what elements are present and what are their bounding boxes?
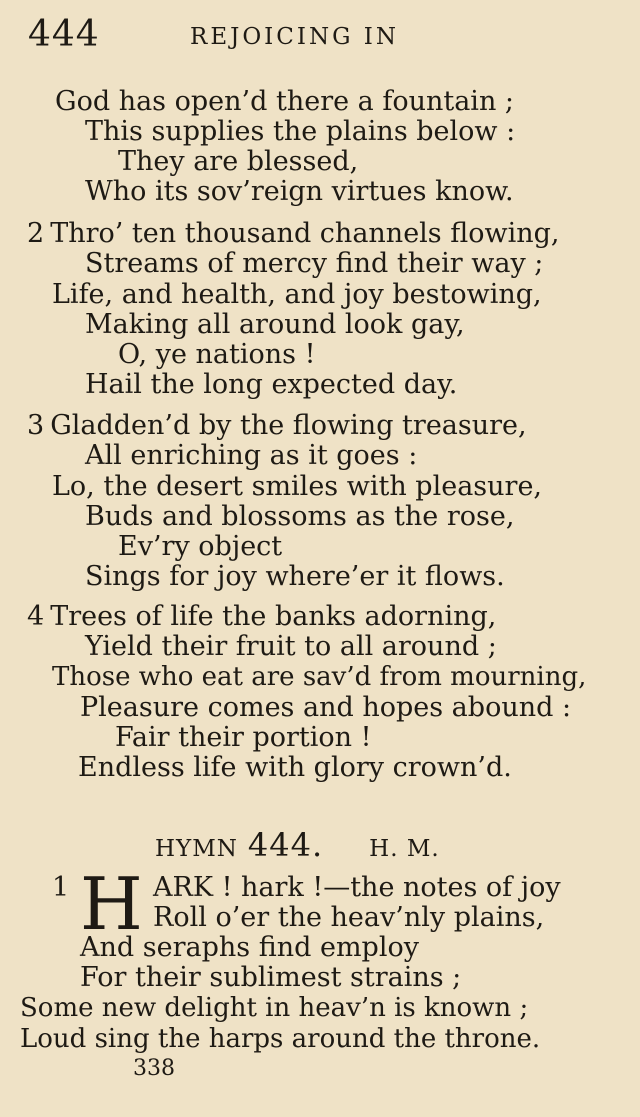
verse-number: 3 <box>27 410 45 441</box>
verse-line: Life, and health, and joy bestowing, <box>52 279 542 310</box>
verse-line: Buds and blossoms as the rose, <box>85 501 515 532</box>
verse-line: They are blessed, <box>118 146 359 177</box>
verse-line: God has open’d there a fountain ; <box>55 86 515 117</box>
verse-line: Fair their portion ! <box>115 722 372 753</box>
verse-number: 4 <box>27 601 45 632</box>
verse-line: Some new delight in heav’n is known ; <box>20 993 529 1023</box>
verse-number: 2 <box>27 218 45 249</box>
verse-line: Who its sov’reign virtues know. <box>85 176 514 207</box>
verse-line: Ev’ry object <box>118 531 283 562</box>
signature-mark: 338 <box>133 1056 175 1081</box>
verse-line: Those who eat are sav’d from mourning, <box>52 662 587 692</box>
verse-line: And seraphs find employ <box>80 932 419 963</box>
verse-line: ARK ! hark !—the notes of joy <box>153 872 561 903</box>
running-title: REJOICING IN <box>190 24 399 50</box>
hymn-number: 444. <box>247 826 324 864</box>
verse-line: Sings for joy where’er it flows. <box>85 561 505 592</box>
verse-line: Pleasure comes and hopes abound : <box>80 692 572 723</box>
drop-cap: H <box>80 862 143 946</box>
verse-line: For their sublimest strains ; <box>80 962 462 993</box>
verse-line: Streams of mercy find their way ; <box>85 248 544 279</box>
hymn-label: HYMN <box>155 836 238 862</box>
verse-line: All enriching as it goes : <box>85 440 418 471</box>
hymn-meter: H. M. <box>369 836 440 862</box>
verse-line: Yield their fruit to all around ; <box>85 631 497 662</box>
verse-line: O, ye nations ! <box>118 339 316 370</box>
verse-line: Roll o’er the heav’nly plains, <box>153 902 545 933</box>
verse-line: This supplies the plains below : <box>85 116 516 147</box>
verse-line: 2 Thro’ ten thousand channels flowing, <box>27 218 560 249</box>
verse-line: Loud sing the harps around the throne. <box>20 1024 541 1054</box>
verse-line: 3 Gladden’d by the flowing treasure, <box>27 410 527 441</box>
hymn-title <box>155 826 440 864</box>
verse-line: 4 Trees of life the banks adorning, <box>27 601 497 632</box>
verse-line: Making all around look gay, <box>85 309 465 340</box>
verse-line: Endless life with glory crown’d. <box>78 752 512 783</box>
verse-number: 1 <box>52 872 70 903</box>
page-number: 444 <box>28 14 100 55</box>
verse-line: Lo, the desert smiles with pleasure, <box>52 471 543 502</box>
verse-line: Hail the long expected day. <box>85 369 458 400</box>
